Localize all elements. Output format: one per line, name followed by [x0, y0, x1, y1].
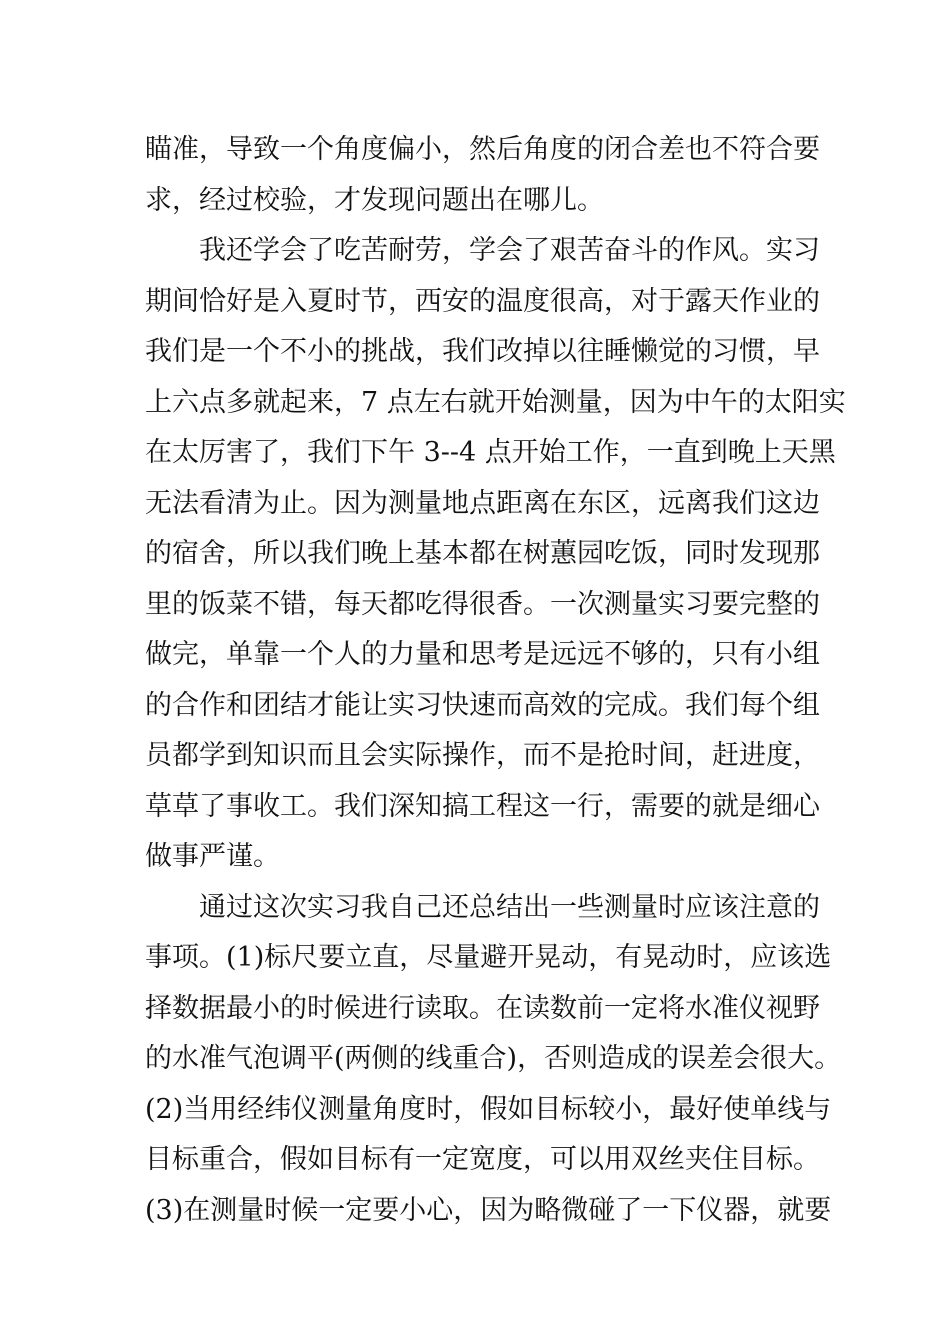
- text-line: 的宿舍，所以我们晚上基本都在树蕙园吃饭，同时发现那: [145, 538, 820, 569]
- text-line: 我们是一个不小的挑战，我们改掉以往睡懒觉的习惯，早: [145, 336, 820, 367]
- text-line: (3)在测量时候一定要小心，因为略微碰了一下仪器，就要: [145, 1194, 832, 1226]
- text-line: 里的饭菜不错，每天都吃得很香。一次测量实习要完整的: [145, 588, 820, 620]
- text-line: 上六点多就起来，7 点左右就开始测量，因为中午的太阳实: [145, 386, 846, 418]
- paragraph-first-line: 通过这次实习我自己还总结出一些测量时应该注意的: [199, 891, 820, 923]
- text-line: (2)当用经纬仪测量角度时，假如目标较小，最好使单线与: [145, 1093, 832, 1125]
- text-line: 在太厉害了，我们下午 3--4 点开始工作，一直到晚上天黑: [145, 437, 836, 468]
- text-line: 的水准气泡调平(两侧的线重合)，否则造成的误差会很大。: [145, 1043, 842, 1074]
- body-text: [145, 125, 846, 1236]
- text-line: 做完，单靠一个人的力量和思考是远远不够的，只有小组: [145, 639, 820, 670]
- text-line: 的合作和团结才能让实习快速而高效的完成。我们每个组: [145, 689, 820, 721]
- text-line: 草草了事收工。我们深知搞工程这一行，需要的就是细心: [145, 790, 820, 822]
- text-line: 期间恰好是入夏时节，西安的温度很高，对于露天作业的: [145, 285, 820, 317]
- text-line: 无法看清为止。因为测量地点距离在东区，远离我们这边: [145, 487, 820, 519]
- text-line: 事项。(1)标尺要立直，尽量避开晃动，有晃动时，应该选: [145, 942, 832, 973]
- text-line: 做事严谨。: [145, 841, 280, 872]
- text-line: 员都学到知识而且会实际操作，而不是抢时间，赶进度，: [145, 740, 820, 771]
- paragraph-first-line: 我还学会了吃苦耐劳，学会了艰苦奋斗的作风。实习: [199, 235, 820, 266]
- text-line: 求，经过校验，才发现问题出在哪儿。: [145, 184, 604, 216]
- text-line: 择数据最小的时候进行读取。在读数前一定将水准仪视野: [145, 992, 820, 1024]
- text-line: 目标重合，假如目标有一定宽度，可以用双丝夹住目标。: [145, 1144, 820, 1175]
- text-line: 瞄准，导致一个角度偏小，然后角度的闭合差也不符合要: [145, 134, 820, 165]
